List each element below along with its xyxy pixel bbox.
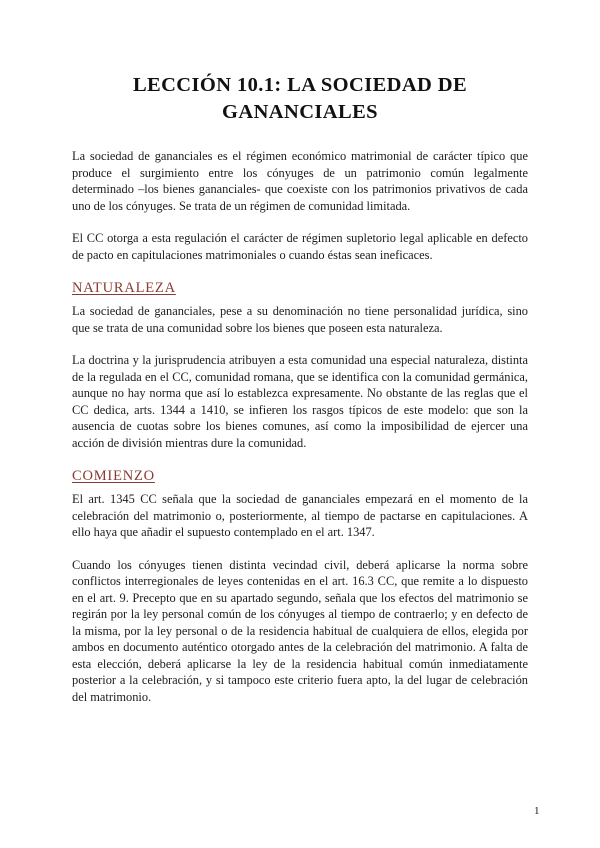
title-line-2: GANANCIALES [222, 101, 378, 123]
naturaleza-paragraph-1: La sociedad de gananciales, pese a su denominación no tiene personalidad jurídica, sino que se trata de una comunidad sobre los bienes que poseen esta naturaleza. [72, 304, 528, 335]
document-page [72, 72, 528, 721]
document-title [72, 72, 528, 126]
section-heading-comienzo: COMIENZO [72, 468, 155, 484]
title-line-1: LECCIÓN 10.1: LA SOCIEDAD DE [132, 74, 468, 96]
section-naturaleza [72, 279, 528, 451]
comienzo-paragraph-2: Cuando los cónyuges tienen distinta vecindad civil, deberá aplicarse la norma sobre conflictos interregionales de leyes contenidas en el art. 16.3 CC, que remite a lo dispuesto en el art. 9. Precepto que en su apartado segundo, señala que los efectos del matrimonio se regirán por la ley personal común de los cónyuges al tiempo de contraerlo; y en defecto de la misma, por la ley personal o de la residencia habitual de cualquiera de ellos, elegida por ambos en documento auténtico otorgado antes de la celebración del matrimonio. A falta de esta elección, deberá aplicarse la ley de la residencia habitual común inmediatamente posterior a la celebración, y si tampoco este criterio fuera apto, la del lugar de celebración del matrimonio. [72, 557, 528, 704]
intro-paragraph-2: El CC otorga a esta regulación el carácter de régimen supletorio legal aplicable en defecto de pacto en capitulaciones matrimoniales o cuando éstas sean ineficaces. [72, 231, 528, 262]
page-number: 1 [534, 805, 540, 817]
section-heading-naturaleza: NATURALEZA [72, 280, 176, 296]
section-comienzo [72, 467, 528, 705]
naturaleza-paragraph-2: La doctrina y la jurisprudencia atribuyen a esta comunidad una especial naturaleza, distinta de la regulada en el CC, comunidad romana, que se identifica con la comunidad germánica, aunque no hay norma que así lo establezca expresamente. No obstante de las reglas que el CC dedica, arts. 1344 a 1410, se infieren los rasgos típicos de este modelo: que son la ausencia de cuotas sobre los bienes comunes, así como la imposibilidad de ejercer una acción de división mientras dure la comunidad. [72, 353, 528, 450]
intro-paragraph-1: La sociedad de gananciales es el régimen económico matrimonial de carácter típico que produce el surgimiento entre los cónyuges de un patrimonio común legalmente determinado –los bienes gananciales- que coexiste con los patrimonios privativos de cada uno de los cónyuges. Se trata de un régimen de comunidad limitada. [72, 149, 528, 213]
comienzo-paragraph-1: El art. 1345 CC señala que la sociedad de gananciales empezará en el momento de la celebración del matrimonio o, posteriormente, al tiempo de pactarse en capitulaciones. A ello haya que añadir el supuesto contemplado en el art. 1347. [72, 492, 528, 539]
